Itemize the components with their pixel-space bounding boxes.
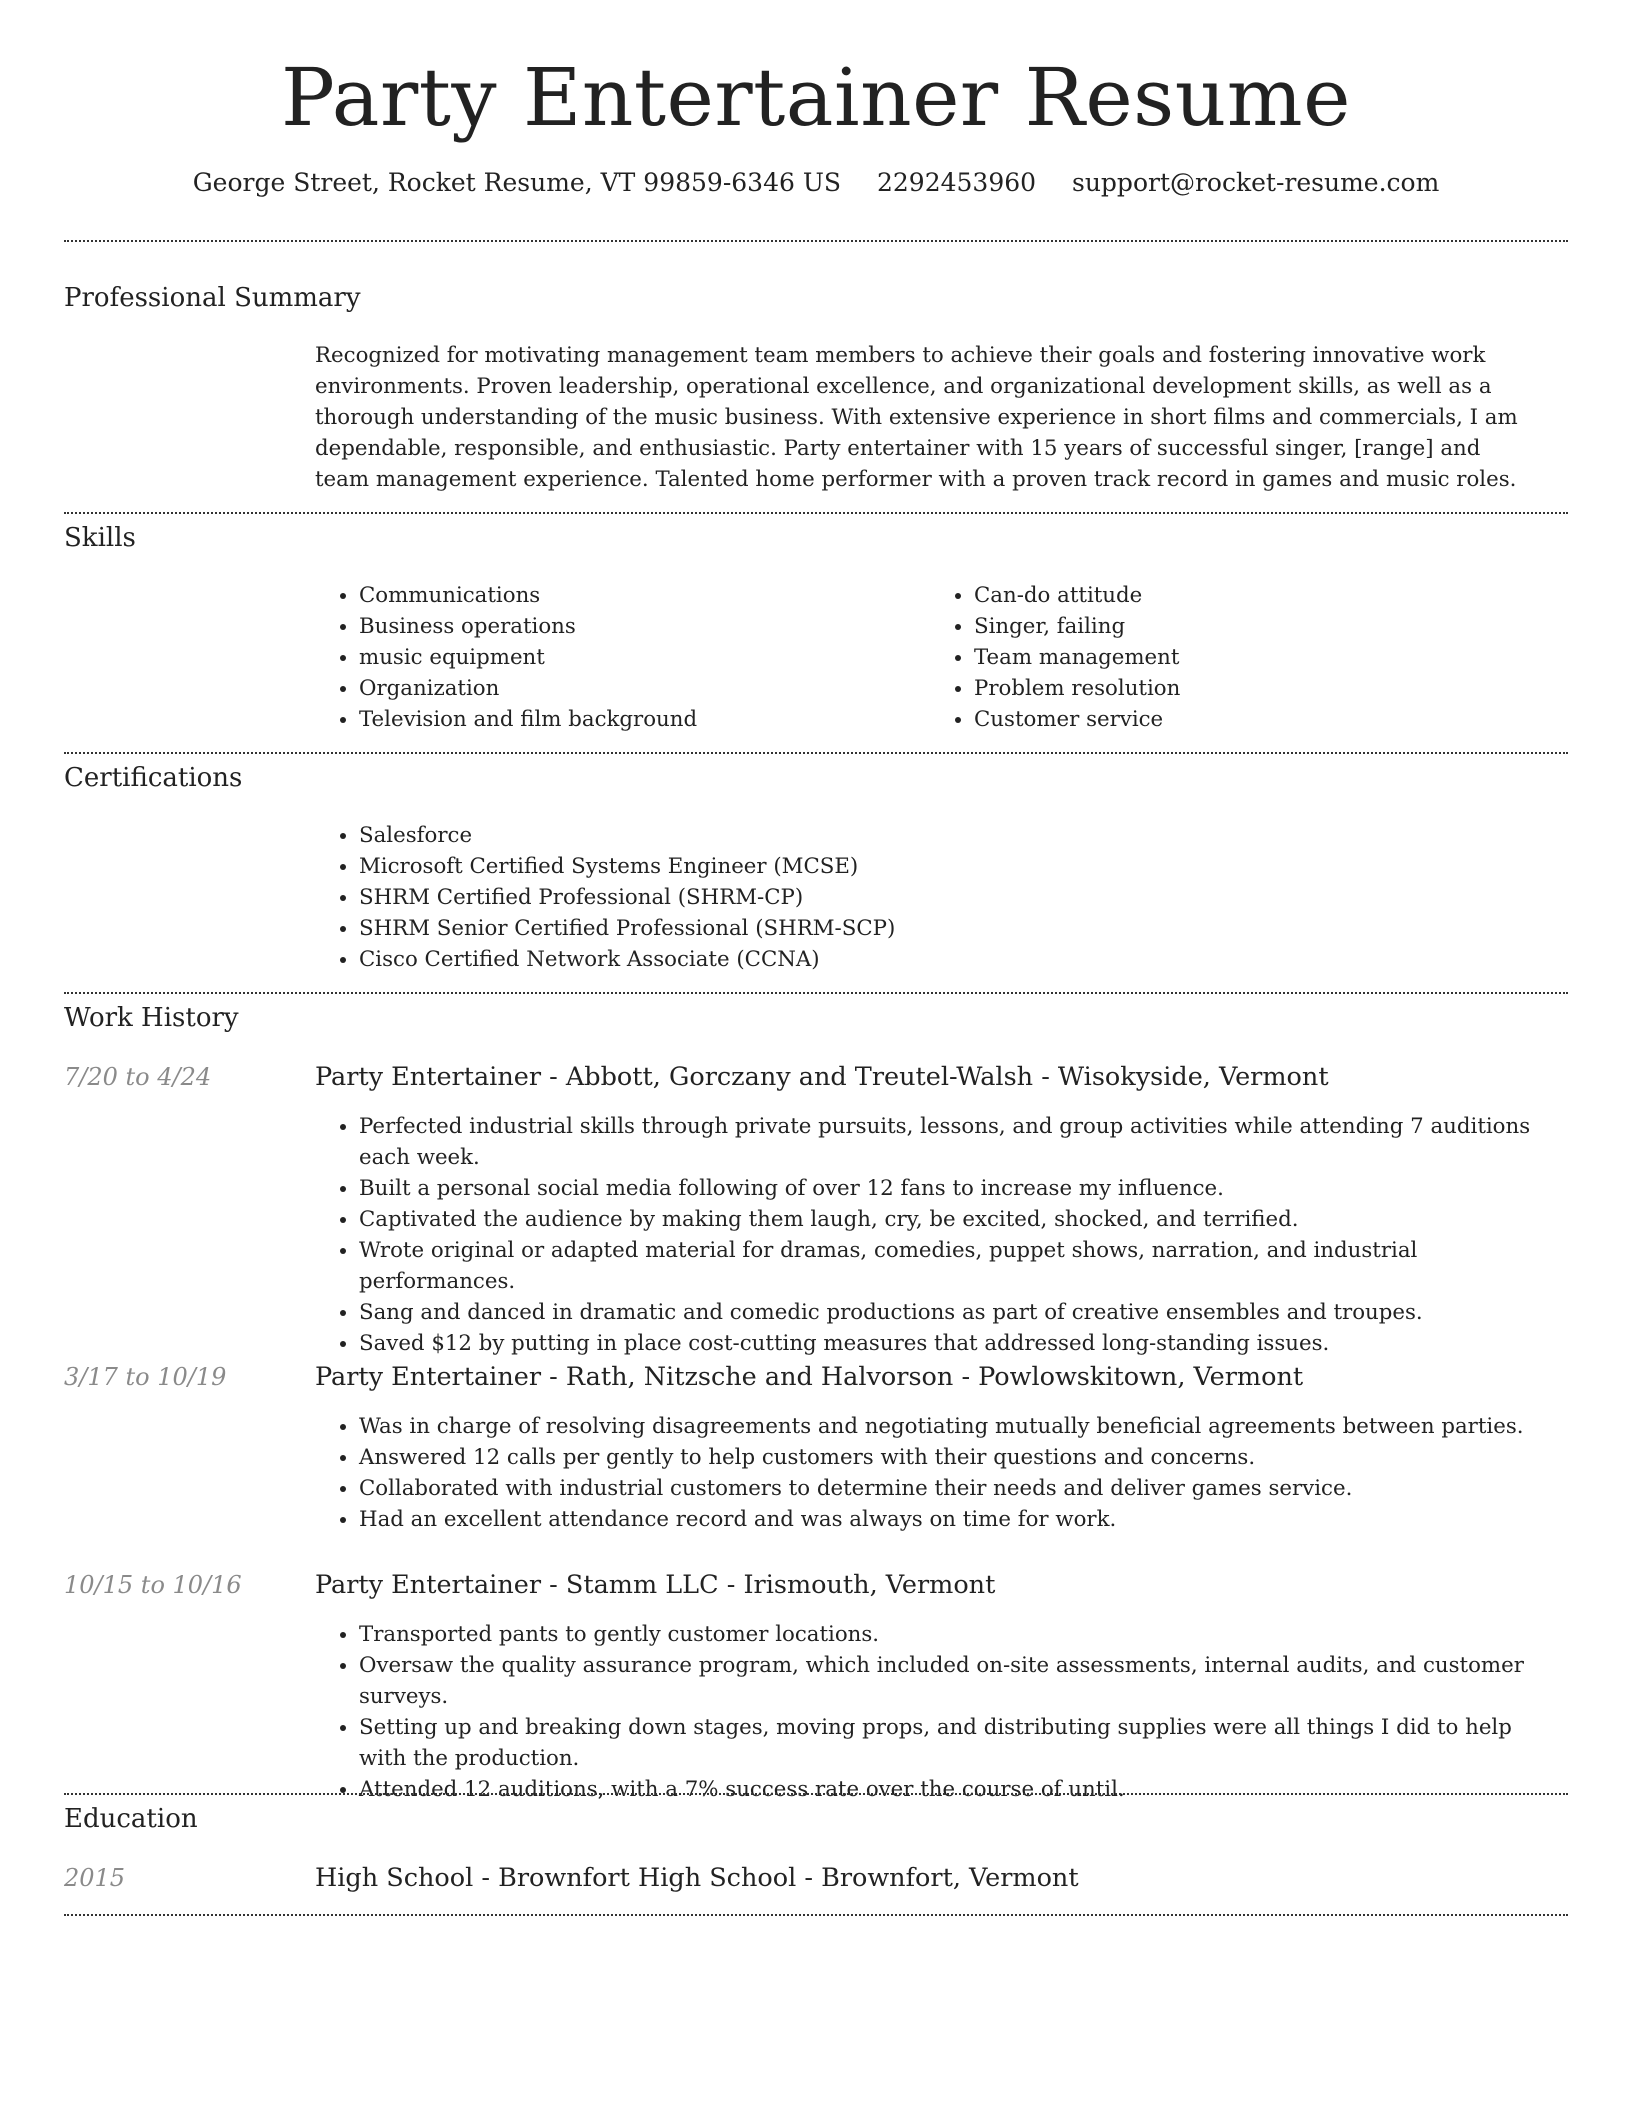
skill-item: • Business operations xyxy=(359,611,915,642)
divider xyxy=(64,992,1568,994)
job-dates: 7/20 to 4/24 xyxy=(64,1063,212,1091)
job-bullets xyxy=(315,1411,1560,1535)
skill-item: • Team management xyxy=(974,642,1530,673)
job-bullet: • Saved $12 by putting in place cost-cutting measures that addressed long-standing issues. xyxy=(359,1328,1560,1359)
job-dates: 10/15 to 10/16 xyxy=(64,1571,242,1599)
summary-text: Recognized for motivating management team members to achieve their goals and fostering innovative work environments. Proven leadership, operational excellence, and organizational development skills, as well as a thorough understanding of the music business. With extensive experience in short films and commercials, I am dependable, responsible, and enthusiastic. Party entertainer with 15 years of successful singer, [range] and team management experience. Talented home performer with a proven track record in games and music roles. xyxy=(315,343,1518,492)
job-bullet: • Setting up and breaking down stages, moving props, and distributing supplies were all things I did to help with the production. xyxy=(359,1712,1560,1774)
divider xyxy=(64,240,1568,242)
summary-heading: Professional Summary xyxy=(64,283,361,313)
job-bullet: • Captivated the audience by making them laugh, cry, be excited, shocked, and terrified. xyxy=(359,1204,1560,1235)
job-bullet: • Answered 12 calls per gently to help customers with their questions and concerns. xyxy=(359,1442,1560,1473)
skills-left-column xyxy=(315,580,915,735)
job-bullet: • Wrote original or adapted material for dramas, comedies, puppet shows, narration, and industrial performances. xyxy=(359,1235,1560,1297)
skill-item: • Problem resolution xyxy=(974,673,1530,704)
job-bullets xyxy=(315,1619,1560,1805)
job-title: Party Entertainer - Abbott, Gorczany and Treutel-Walsh - Wisokyside, Vermont xyxy=(315,1062,1329,1092)
divider xyxy=(64,1793,1568,1795)
certification-item: • SHRM Senior Certified Professional (SHRM-SCP) xyxy=(359,913,1515,944)
certifications-list xyxy=(315,820,1515,975)
certification-item: • SHRM Certified Professional (SHRM-CP) xyxy=(359,882,1515,913)
contact-line xyxy=(0,168,1632,197)
resume-title: Party Entertainer Resume xyxy=(281,51,1351,144)
certification-item: • Microsoft Certified Systems Engineer (MCSE) xyxy=(359,851,1515,882)
job-bullet: • Transported pants to gently customer locations. xyxy=(359,1619,1560,1650)
skill-item: • Television and film background xyxy=(359,704,915,735)
job-title: Party Entertainer - Stamm LLC - Irismouth, Vermont xyxy=(315,1570,996,1600)
certification-item: • Cisco Certified Network Associate (CCNA) xyxy=(359,944,1515,975)
education-heading: Education xyxy=(64,1804,198,1834)
education-title: High School - Brownfort High School - Brownfort, Vermont xyxy=(315,1863,1079,1893)
divider xyxy=(64,512,1568,514)
certification-item: • Salesforce xyxy=(359,820,1515,851)
job-bullets xyxy=(315,1111,1560,1359)
skill-item: • Communications xyxy=(359,580,915,611)
job-bullet: • Built a personal social media following of over 12 fans to increase my influence. xyxy=(359,1173,1560,1204)
divider xyxy=(64,1914,1568,1916)
job-bullet: • Perfected industrial skills through private pursuits, lessons, and group activities while attending 7 auditions each week. xyxy=(359,1111,1560,1173)
skill-item: • Customer service xyxy=(974,704,1530,735)
education-year: 2015 xyxy=(64,1864,126,1892)
skill-item: • Can-do attitude xyxy=(974,580,1530,611)
contact-phone: 2292453960 xyxy=(876,168,1037,197)
divider xyxy=(64,752,1568,754)
job-bullet: • Attended 12 auditions, with a 7% success rate over the course of until. xyxy=(359,1774,1560,1805)
job-bullet: • Was in charge of resolving disagreements and negotiating mutually beneficial agreements between parties. xyxy=(359,1411,1560,1442)
skill-item: • Singer, failing xyxy=(974,611,1530,642)
skills-right-column xyxy=(930,580,1530,735)
job-title: Party Entertainer - Rath, Nitzsche and Halvorson - Powlowskitown, Vermont xyxy=(315,1362,1304,1392)
job-bullet: • Had an excellent attendance record and was always on time for work. xyxy=(359,1504,1560,1535)
job-bullet: • Oversaw the quality assurance program, which included on-site assessments, internal audits, and customer surveys. xyxy=(359,1650,1560,1712)
contact-email: support@rocket-resume.com xyxy=(1072,168,1440,197)
skill-item: • Organization xyxy=(359,673,915,704)
certifications-heading: Certifications xyxy=(64,763,243,793)
job-dates: 3/17 to 10/19 xyxy=(64,1363,227,1391)
job-bullet: • Collaborated with industrial customers to determine their needs and deliver games service. xyxy=(359,1473,1560,1504)
skills-heading: Skills xyxy=(64,523,136,553)
job-bullet: • Sang and danced in dramatic and comedic productions as part of creative ensembles and troupes. xyxy=(359,1297,1560,1328)
skill-item: • music equipment xyxy=(359,642,915,673)
work-history-heading: Work History xyxy=(64,1003,239,1033)
contact-address: George Street, Rocket Resume, VT 99859-6346 US xyxy=(192,168,842,197)
